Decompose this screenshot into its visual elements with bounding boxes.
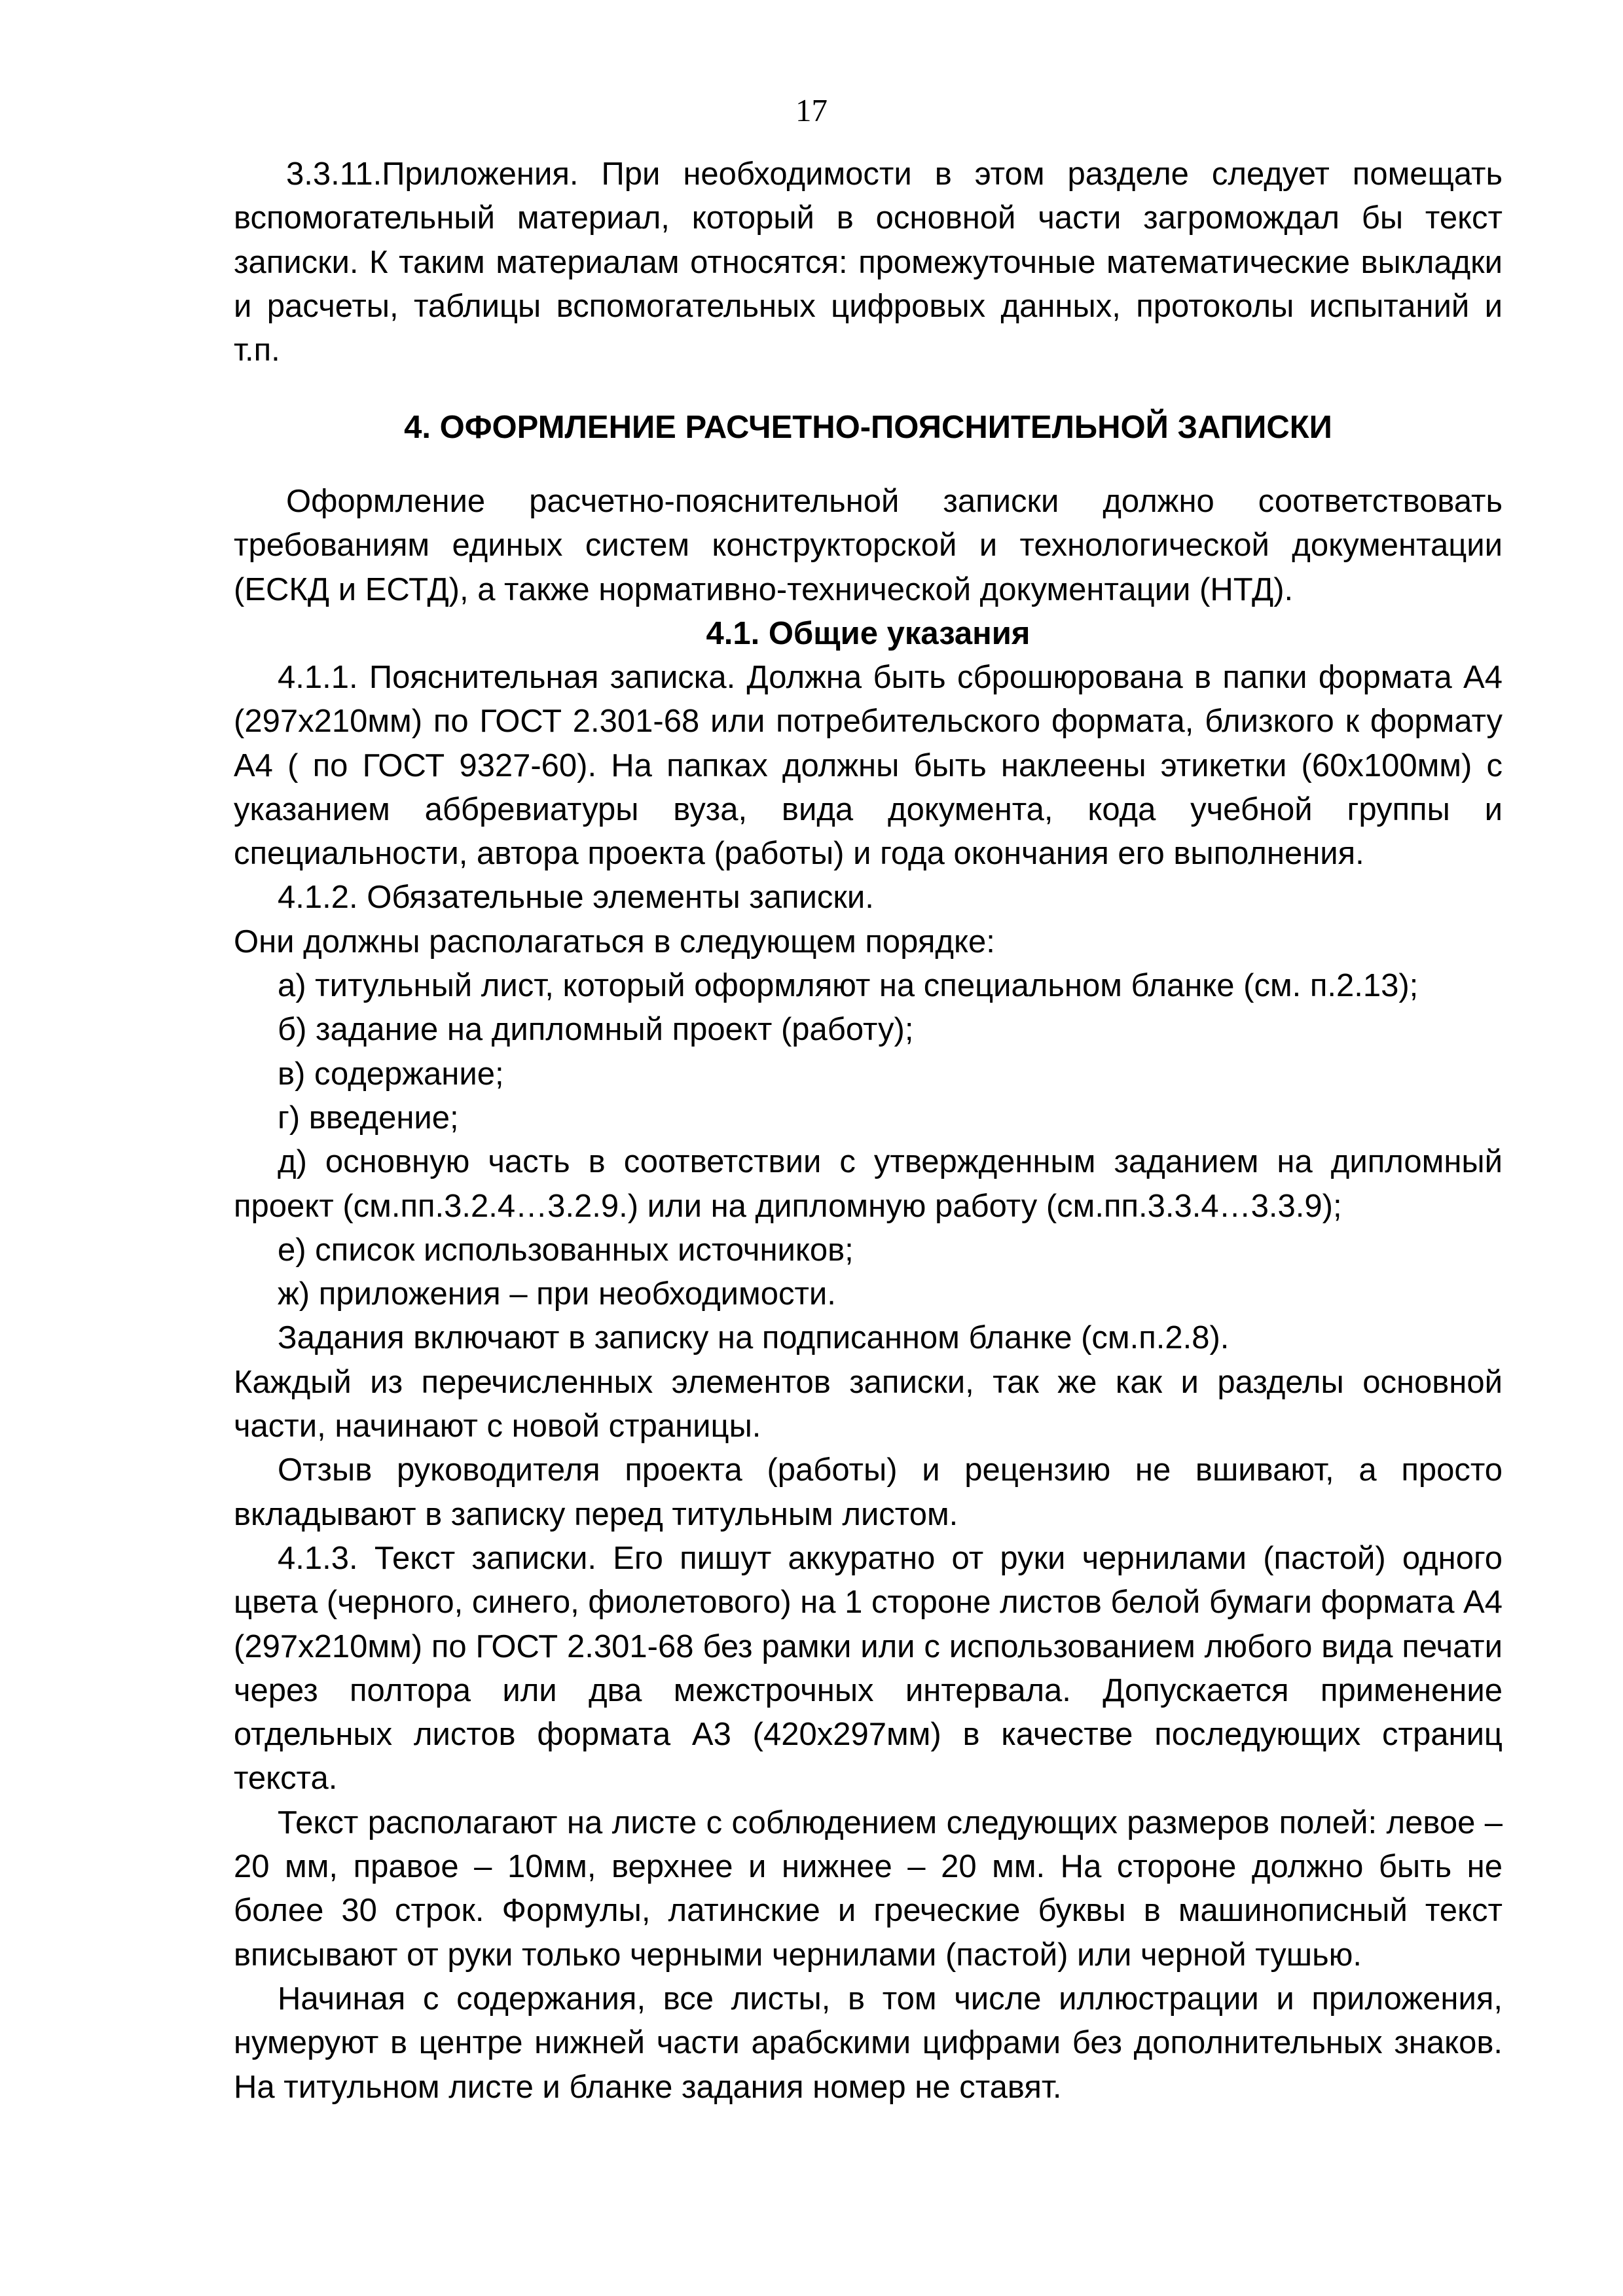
list-item-d: д) основную часть в соответствии с утвержденным заданием на дипломный проект (см.пп.3.2.4…3.2.9.) или на дипломную работу (см.пп.3.3.4…3.3.9); [234, 1144, 1503, 1224]
chapter-heading: 4. ОФОРМЛЕНИЕ РАСЧЕТНО-ПОЯСНИТЕЛЬНОЙ ЗАПИСКИ [404, 410, 1332, 445]
intro-paragraph: Оформление расчетно-пояснительной записки должно соответствовать требованиям единых систем конструкторской и технологической документации (ЕСКД и ЕСТД), а также нормативно-технической документации (НТД). [234, 484, 1503, 607]
tasks-note: Задания включают в записку на подписанном бланке (см.п.2.8). [278, 1320, 1230, 1356]
list-item-v: в) содержание; [278, 1056, 504, 1092]
body-block [234, 656, 1503, 2109]
section-3-3-11-paragraph: 3.3.11.Приложения. При необходимости в этом разделе следует помещать вспомогательный материал, который в основной части загромождал бы текст записки. К таким материалам относятся: промежуточные математические выкладки и расчеты, таблицы вспомогательных цифровых данных, протоколы испытаний и т.п. [234, 156, 1503, 368]
review-paragraph: Отзыв руководителя проекта (работы) и рецензию не вшивают, а просто вкладывают в записку перед титульным листом. [234, 1452, 1503, 1532]
paragraph-4-1-2: 4.1.2. Обязательные элементы записки. [278, 880, 874, 916]
each-element-paragraph: Каждый из перечисленных элементов записки, так же как и разделы основной части, начинают с новой страницы. [234, 1364, 1503, 1444]
list-item-b: б) задание на дипломный проект (работу); [278, 1012, 914, 1048]
margins-paragraph: Текст располагают на листе с соблюдением следующих размеров полей: левое – 20 мм, правое – 10мм, верхнее и нижнее – 20 мм. На стороне должно быть не более 30 строк. Формулы, латинские и греческие буквы в машинописный текст вписывают от руки только черными чернилами (пастой) или черной тушью. [234, 1804, 1503, 1973]
intro-block [234, 480, 1503, 612]
paragraph-4-1-1: 4.1.1. Пояснительная записка. Должна быть сброшюрована в папки формата А4 (297х210мм) по ГОСТ 2.301-68 или потребительского формата, близкого к формату А4 ( по ГОСТ 9327-60). На папках должны быть наклеены этикетки (60х100мм) с указанием аббревиатуры вуза, вида документа, кода учебной группы и специальности, автора проекта (работы) и года окончания его выполнения. [234, 660, 1503, 872]
subheading: 4.1. Общие указания [706, 616, 1030, 651]
order-intro: Они должны располагаться в следующем порядке: [234, 924, 995, 960]
numbering-paragraph: Начиная с содержания, все листы, в том числе иллюстрации и приложения, нумеруют в центре нижней части арабскими цифрами без дополнительных знаков. На титульном листе и бланке задания номер не ставят. [234, 1981, 1503, 2105]
page-number: 17 [795, 92, 828, 128]
paragraph-4-1-3: 4.1.3. Текст записки. Его пишут аккуратно от руки чернилами (пастой) одного цвета (черного, синего, фиолетового) на 1 стороне листов белой бумаги формата А4 (297х210мм) по ГОСТ 2.301-68 без рамки или с использованием любого вида печати через полтора или два межстрочных интервала. Допускается применение отдельных листов формата А3 (420х297мм) в качестве последующих страниц текста. [234, 1540, 1503, 1797]
list-item-g: г) введение; [278, 1100, 459, 1136]
list-item-a: а) титульный лист, который оформляют на специальном бланке (см. п.2.13); [278, 968, 1419, 1004]
section-3-3-11-block [234, 152, 1503, 372]
list-item-zh: ж) приложения – при необходимости. [278, 1276, 836, 1312]
list-item-e: е) список использованных источников; [278, 1232, 854, 1268]
